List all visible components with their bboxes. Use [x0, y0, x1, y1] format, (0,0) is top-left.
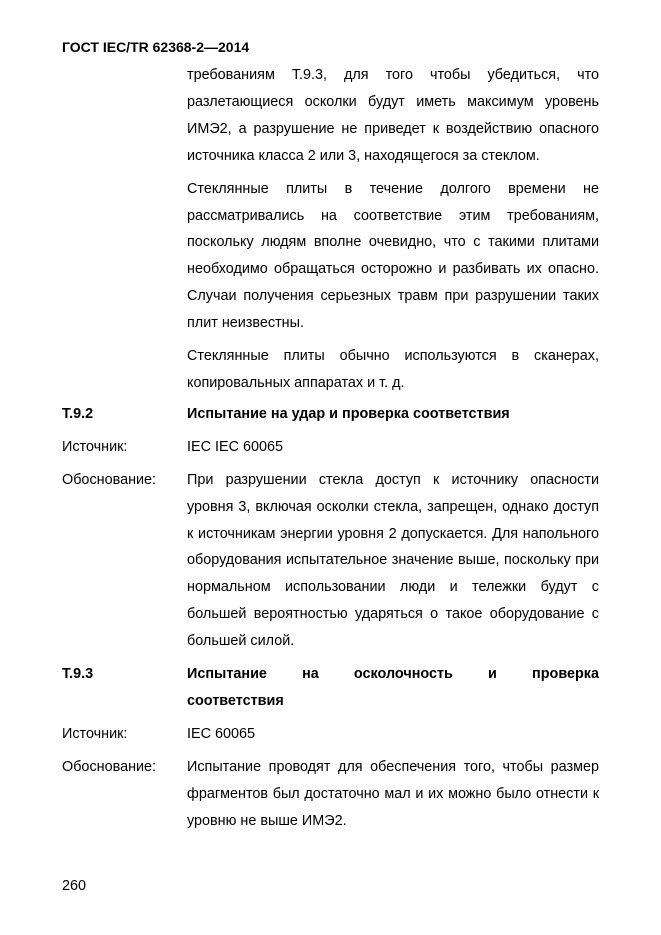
intro-paragraph-2: Стеклянные плиты в течение долгого времени не рассматривались на соответствие этим требованиям, поскольку людям вполне очевидно, что с такими плитами необходимо обращаться осторожно и разбивать их опасно. Случаи получения серьезных травм при разрушении таких плит неизвестны. — [187, 180, 599, 332]
section-heading-t92 — [62, 401, 599, 428]
rationale-text: Испытание проводят для обеспечения того, чтобы размер фрагментов был достаточно мал и их можно было отнести к уровню не выше ИМЭ2. — [187, 758, 599, 829]
section-number: Т.9.3 — [62, 666, 94, 683]
intro-paragraph-3: Стеклянные плиты обычно используются в сканерах, копировальных аппаратах и т. д. — [187, 348, 599, 391]
rationale-row — [62, 467, 599, 655]
source-label: Источник: — [62, 438, 128, 455]
section-number: Т.9.2 — [62, 405, 94, 422]
section-title: Испытание на удар и проверка соответствия — [187, 405, 510, 422]
rationale-label: Обоснование: — [62, 758, 157, 775]
source-value: IEC 60065 — [187, 725, 256, 742]
document-header: ГОСТ IEC/TR 62368-2—2014 — [62, 39, 250, 55]
intro-paragraph-1: требованиям Т.9.3, для того чтобы убедиться, что разлетающиеся осколки будут иметь максимум уровень ИМЭ2, а разрушение не приведет к воздействию опасного источника класса 2 или 3, находящегося за стеклом. — [187, 67, 599, 164]
section-title-line-2: соответствия — [187, 692, 284, 709]
section-heading-t93 — [62, 661, 599, 715]
section-title-line-1: Испытание на осколочность и проверка — [187, 666, 599, 683]
page-content — [62, 62, 599, 834]
source-label: Источник: — [62, 725, 128, 742]
rationale-row — [62, 754, 599, 835]
source-row — [62, 434, 599, 461]
page-number: 260 — [62, 878, 87, 894]
source-value: IEC IEC 60065 — [187, 438, 283, 455]
source-row — [62, 721, 599, 748]
rationale-text: При разрушении стекла доступ к источнику опасности уровня 3, включая осколки стекла, запрещен, однако доступ к источникам энергии уровня 2 допускается. Для напольного оборудования испытательное значение выше, поскольку при нормальном использовании люди и тележки будут с большей вероятностью ударяться о такое оборудование с большей силой. — [187, 471, 599, 650]
section-title — [187, 661, 599, 715]
rationale-label: Обоснование: — [62, 471, 157, 488]
